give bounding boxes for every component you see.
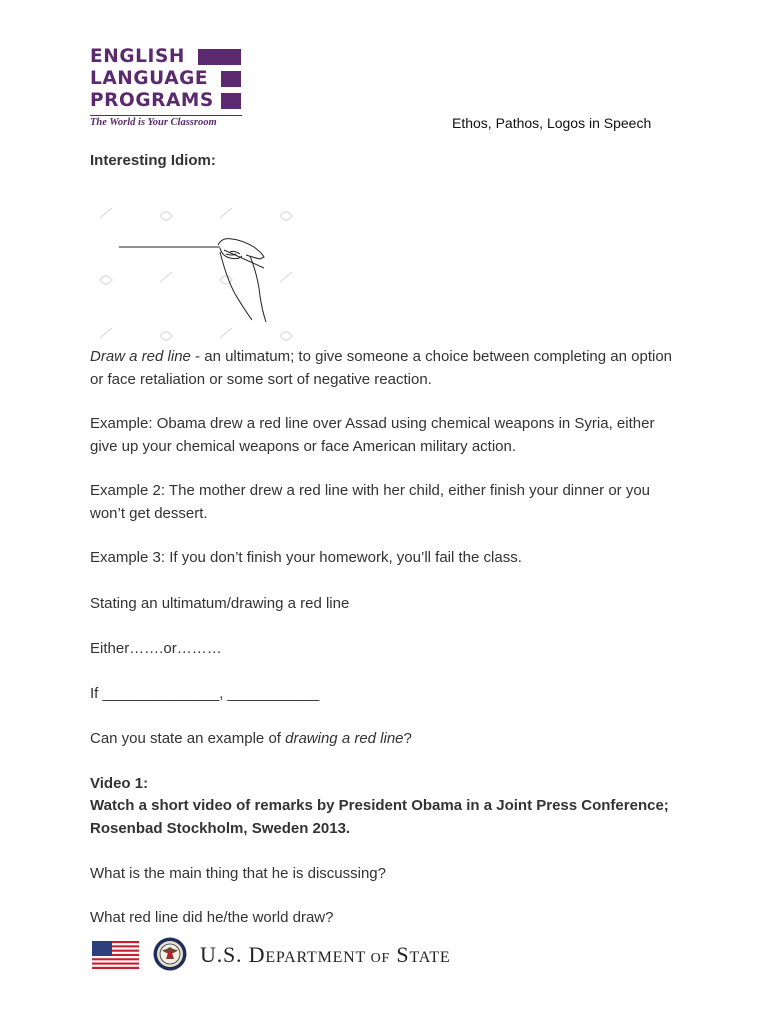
- example-3: Example 3: If you don’t finish your homework, you’ll fail the class.: [90, 549, 522, 566]
- example-question: [90, 728, 680, 751]
- logo-rule: [90, 115, 242, 116]
- video-label: Video 1:: [90, 775, 149, 792]
- english-language-programs-logo: [90, 46, 244, 128]
- video-description: Watch a short video of remarks by President Obama in a Joint Press Conference; Rosenbad Stockholm, Sweden 2013.: [90, 797, 669, 837]
- hand-drawing-line-illustration: [92, 196, 308, 342]
- wordmark-part-5: OF: [370, 951, 391, 966]
- either-or-template: Either…….or………: [90, 640, 222, 657]
- logo-line-1: ENGLISH: [90, 46, 185, 67]
- example-1: Example: Obama drew a red line over Assad using chemical weapons in Syria, either give up your chemical weapons or face American military action.: [90, 415, 655, 455]
- logo-row-3: [90, 90, 244, 112]
- idiom-heading: Interesting Idiom:: [90, 152, 216, 169]
- state-department-seal-icon: [153, 937, 187, 971]
- us-flag-icon: [92, 941, 139, 969]
- us-department-of-state-wordmark: [200, 942, 451, 968]
- discussion-question-1: What is the main thing that he is discussing?: [90, 865, 386, 882]
- wordmark-part-2: .S.: [216, 942, 249, 967]
- hand-sketch: [119, 239, 266, 322]
- question-prefix: Can you state an example of: [90, 730, 286, 747]
- example-2: Example 2: The mother drew a red line with her child, either finish your dinner or you won’t get dessert.: [90, 482, 651, 522]
- wordmark-part-1: U: [200, 942, 217, 967]
- stating-heading: Stating an ultimatum/drawing a red line: [90, 595, 350, 612]
- wordmark-part-7: TATE: [409, 949, 451, 966]
- logo-bar-1: [198, 49, 241, 65]
- logo-line-2: LANGUAGE: [90, 68, 209, 89]
- idiom-definition: [90, 346, 680, 391]
- if-template: If ______________, ___________: [90, 685, 320, 702]
- logo-line-3: PROGRAMS: [90, 90, 214, 111]
- idiom-definition-text: - an ultimatum; to give someone a choice between completing an option or face retaliation or some sort of negative reaction.: [90, 348, 673, 388]
- wordmark-part-4: EPARTMENT: [265, 949, 371, 966]
- logo-tagline: The World is Your Classroom: [90, 117, 217, 128]
- logo-row-2: [90, 68, 244, 90]
- question-term: drawing a red line: [285, 730, 404, 747]
- wordmark-part-6: S: [390, 942, 410, 967]
- idiom-term: Draw a red line: [90, 348, 191, 365]
- wordmark-part-3: D: [248, 942, 266, 967]
- logo-bar-3: [221, 93, 241, 109]
- logo-row-1: [90, 46, 244, 68]
- discussion-question-2: What red line did he/the world draw?: [90, 909, 334, 926]
- logo-bar-2: [221, 71, 241, 87]
- watermark-pattern: [100, 208, 292, 340]
- document-title: Ethos, Pathos, Logos in Speech: [452, 115, 652, 131]
- question-suffix: ?: [403, 730, 412, 747]
